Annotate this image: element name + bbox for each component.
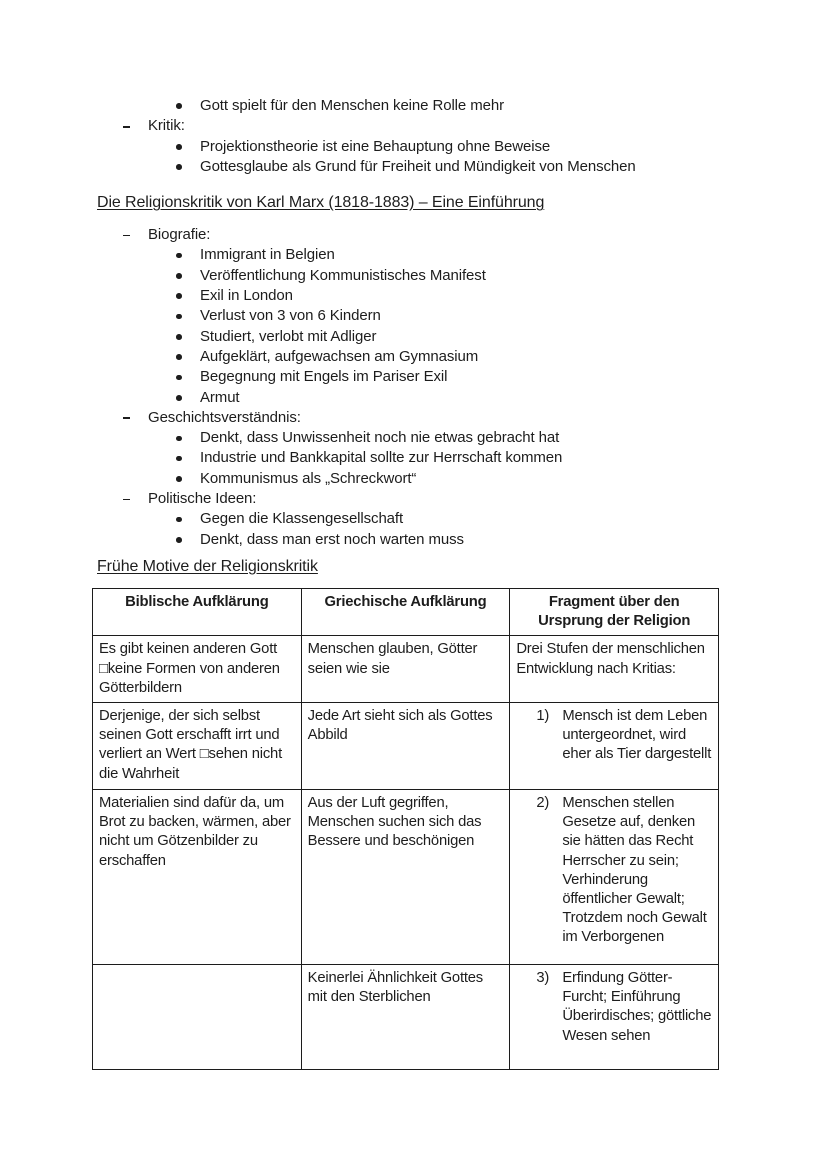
list-item-text: Aufgeklärt, aufgewachsen am Gymnasium <box>200 347 479 365</box>
bullet-icon <box>176 469 200 489</box>
section-heading-motive: Frühe Motive der Religionskritik <box>97 557 318 575</box>
table-cell-fragment <box>510 789 719 964</box>
list-item-text: Denkt, dass Unwissenheit noch nie etwas gebracht hat <box>200 429 560 447</box>
list-item <box>97 245 768 265</box>
table-cell-griechisch: Jede Art sieht sich als Gottes Abbild <box>301 702 510 789</box>
numbered-item <box>516 707 712 765</box>
bullet-icon <box>176 448 200 468</box>
numbered-item-number: 2) <box>536 794 550 811</box>
numbered-item <box>516 969 712 1046</box>
list-item-text: Gott spielt für den Menschen keine Rolle mehr <box>200 97 504 114</box>
list-item <box>97 266 768 286</box>
list-item <box>97 157 768 177</box>
bullet-icon <box>176 157 200 177</box>
list-item-text: Verlust von 3 von 6 Kindern <box>200 307 381 325</box>
bullet-icon <box>176 137 200 157</box>
bullet-icon <box>176 327 200 347</box>
list-item <box>97 388 768 408</box>
table-cell-biblisch: Es gibt keinen anderen Gott □keine Formen von anderen Götterbildern <box>93 636 302 703</box>
bullet-icon <box>176 509 200 529</box>
list-item <box>97 509 768 529</box>
list-item <box>97 530 768 550</box>
list-item-text: Politische Ideen: <box>148 490 257 508</box>
list-item-text: Biografie: <box>148 226 211 244</box>
table-cell-griechisch: Aus der Luft gegriffen, Menschen suchen sich das Bessere und beschönigen <box>301 789 510 964</box>
numbered-item <box>516 794 712 948</box>
table-header-biblisch: Biblische Aufklärung <box>93 588 302 635</box>
list-item-text: Industrie und Bankkapital sollte zur Herrschaft kommen <box>200 449 563 467</box>
dash-icon <box>123 225 148 245</box>
dash-icon <box>123 408 148 428</box>
numbered-item-text: Mensch ist dem Leben untergeordnet, wird eher als Tier dargestellt <box>562 707 712 763</box>
numbered-item-number: 3) <box>536 969 550 986</box>
list-item-text: Projektionstheorie ist eine Behauptung ohne Beweise <box>200 137 551 155</box>
list-item <box>97 347 768 367</box>
dash-icon <box>123 116 148 136</box>
list-item-text: Kommunismus als „Schreckwort“ <box>200 469 417 487</box>
bullet-icon <box>176 306 200 326</box>
bullet-icon <box>176 530 200 550</box>
list-item-text: Denkt, dass man erst noch warten muss <box>200 530 464 548</box>
list-item <box>97 286 768 306</box>
religionskritik-table <box>92 588 719 1070</box>
table-cell-biblisch <box>93 964 302 1069</box>
list-item <box>97 225 768 245</box>
table-row <box>93 964 719 1069</box>
table-cell-griechisch: Menschen glauben, Götter seien wie sie <box>301 636 510 703</box>
bullet-icon <box>176 96 200 116</box>
list-item <box>97 448 768 468</box>
fragment-text: Drei Stufen der menschlichen Entwicklung nach Kritias: <box>516 641 705 677</box>
bullet-icon <box>176 367 200 387</box>
list-item <box>97 327 768 347</box>
list-item <box>97 408 768 428</box>
list-item <box>97 428 768 448</box>
table-header-row <box>93 588 719 635</box>
table-row <box>93 636 719 703</box>
list-item-text: Veröffentlichung Kommunistisches Manifest <box>200 266 486 284</box>
list-item-text: Armut <box>200 388 240 406</box>
list-item-text: Gottesglaube als Grund für Freiheit und Mündigkeit von Menschen <box>200 157 636 175</box>
section-heading-marx: Die Religionskritik von Karl Marx (1818-1883) – Eine Einführung <box>97 194 545 212</box>
dash-icon <box>123 489 148 509</box>
table-cell-biblisch: Materialien sind dafür da, um Brot zu backen, wärmen, aber nicht um Götzenbilder zu erschaffen <box>93 789 302 964</box>
list-item-text: Kritik: <box>148 117 185 135</box>
list-item-text: Immigrant in Belgien <box>200 246 335 264</box>
list-item-text: Geschichtsverständnis: <box>148 408 301 426</box>
table-row <box>93 702 719 789</box>
table-row <box>93 789 719 964</box>
bullet-icon <box>176 245 200 265</box>
list-item-text: Gegen die Klassengesellschaft <box>200 510 404 528</box>
list-item <box>97 367 768 387</box>
list-item-text: Studiert, verlobt mit Adliger <box>200 327 377 345</box>
list-item <box>97 469 768 489</box>
table-cell-biblisch: Derjenige, der sich selbst seinen Gott erschafft irrt und verliert an Wert □sehen nicht die Wahrheit <box>93 702 302 789</box>
bullet-icon <box>176 388 200 408</box>
list-item <box>97 116 768 136</box>
bullet-icon <box>176 286 200 306</box>
table-header-fragment: Fragment über den Ursprung der Religion <box>510 588 719 635</box>
numbered-item-text: Menschen stellen Gesetze auf, denken sie hätten das Recht Herrscher zu sein; Verhinderung öffentlicher Gewalt; Trotzdem noch Gewalt im Verborgenen <box>562 794 707 946</box>
list-item-text: Begegnung mit Engels im Pariser Exil <box>200 368 448 386</box>
table-cell-fragment <box>510 636 719 703</box>
bullet-icon <box>176 347 200 367</box>
table-cell-griechisch: Keinerlei Ähnlichkeit Gottes mit den Sterblichen <box>301 964 510 1069</box>
list-item <box>97 306 768 326</box>
list-item-text: Exil in London <box>200 287 293 305</box>
table-cell-fragment <box>510 702 719 789</box>
bullet-icon <box>176 266 200 286</box>
table-cell-fragment <box>510 964 719 1069</box>
bullet-icon <box>176 428 200 448</box>
list-item <box>97 489 768 509</box>
numbered-item-number: 1) <box>536 707 550 724</box>
numbered-item-text: Erfindung Götter-Furcht; Einführung Überirdisches; göttliche Wesen sehen <box>562 969 712 1044</box>
table-header-griechisch: Griechische Aufklärung <box>301 588 510 635</box>
list-item <box>97 137 768 157</box>
list-item <box>97 96 768 116</box>
